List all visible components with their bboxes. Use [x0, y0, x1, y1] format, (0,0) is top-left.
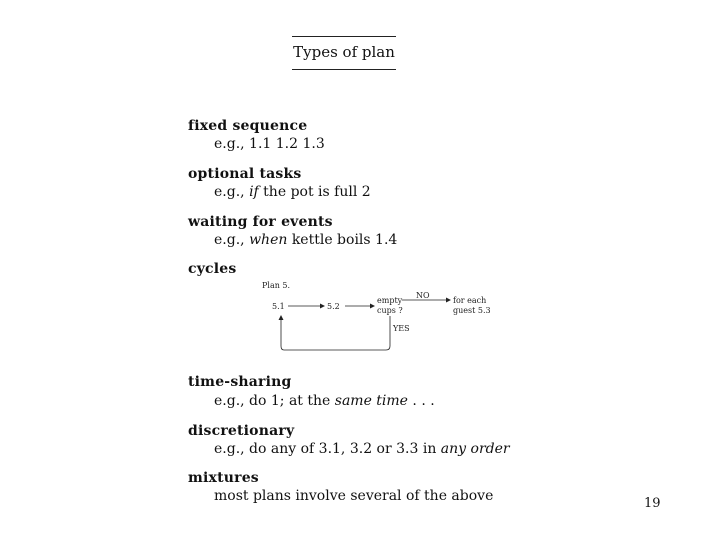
- no-branch-arrowhead: [446, 298, 451, 303]
- example-emphasis: when: [249, 232, 288, 248]
- example-emphasis: if: [249, 184, 259, 200]
- example-text: kettle boils 1.4: [287, 232, 398, 248]
- heading-optional-tasks: optional tasks: [188, 166, 302, 182]
- page-number: 19: [644, 496, 661, 511]
- example-text: most plans involve several of the above: [214, 488, 494, 504]
- slide-title: Types of plan: [293, 43, 395, 61]
- heading-time-sharing: time-sharing: [188, 374, 292, 390]
- example-emphasis: any order: [440, 441, 510, 457]
- example-text: . . .: [407, 393, 435, 409]
- decision-line-2: cups ?: [377, 306, 403, 315]
- yes-branch-label: YES: [393, 324, 410, 333]
- decision-line-1: empty: [377, 296, 403, 305]
- heading-discretionary: discretionary: [188, 423, 295, 439]
- example-text: e.g.,: [214, 184, 250, 200]
- example-emphasis: same time: [334, 393, 408, 409]
- loop-back-arrowhead: [279, 315, 284, 320]
- heading-fixed-sequence: fixed sequence: [188, 118, 308, 134]
- loop-back-line: [281, 316, 390, 350]
- no-branch-label: NO: [416, 291, 430, 300]
- example-discretionary: [214, 441, 510, 457]
- heading-waiting-for-events: waiting for events: [188, 214, 333, 230]
- heading-mixtures: mixtures: [188, 470, 259, 486]
- outcome-line-1: for each: [453, 296, 487, 305]
- flow-node-1: 5.1: [272, 302, 285, 311]
- example-text: e.g., 1.1 1.2 1.3: [214, 136, 325, 152]
- heading-cycles: cycles: [188, 261, 237, 277]
- outcome-line-2: guest 5.3: [453, 306, 491, 315]
- flow-arrowhead-1: [320, 304, 325, 309]
- example-text: e.g., do 1; at the: [214, 393, 335, 409]
- example-mixtures: [214, 488, 493, 504]
- flow-node-2: 5.2: [327, 302, 340, 311]
- example-text: e.g.,: [214, 232, 250, 248]
- example-text: the pot is full 2: [258, 184, 371, 200]
- example-text: e.g., do any of 3.1, 3.2 or 3.3 in: [214, 441, 441, 457]
- flow-arrowhead-2: [370, 304, 375, 309]
- plan-label: Plan 5.: [262, 281, 291, 290]
- example-time-sharing: [214, 393, 435, 409]
